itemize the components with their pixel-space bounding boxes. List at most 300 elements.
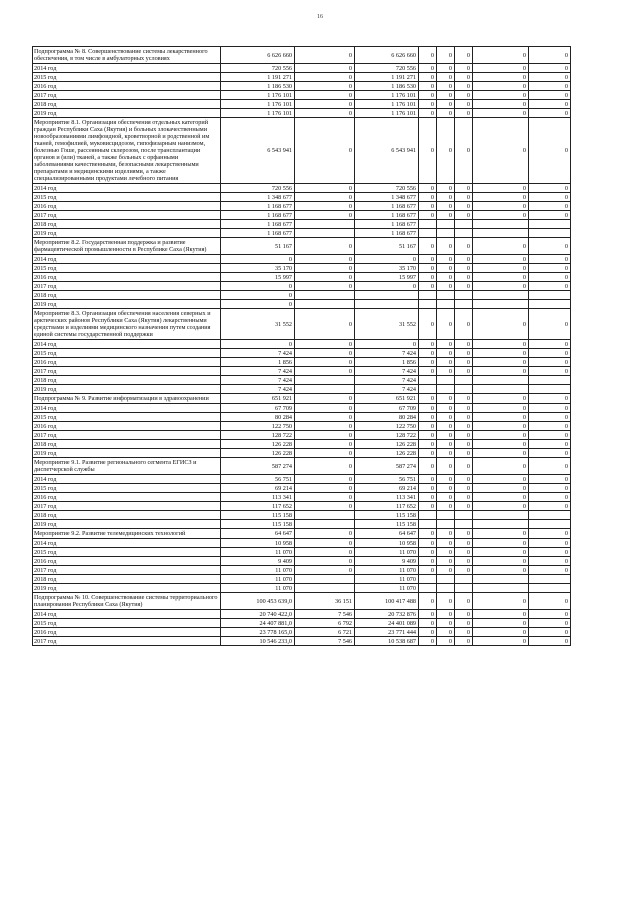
value-cell: 0 [437, 548, 455, 557]
value-cell: 0 [455, 238, 473, 255]
value-cell: 0 [437, 309, 455, 340]
page-number: 16 [317, 14, 323, 20]
row-label: 2018 год [33, 291, 221, 300]
value-cell: 0 [295, 264, 355, 273]
value-cell: 0 [419, 413, 437, 422]
value-cell: 0 [455, 610, 473, 619]
value-cell [455, 229, 473, 238]
value-cell: 31 552 [355, 309, 419, 340]
value-cell: 1 168 677 [355, 202, 419, 211]
value-cell: 0 [455, 118, 473, 184]
row-label: 2015 год [33, 484, 221, 493]
year-row [33, 575, 571, 584]
year-row [33, 282, 571, 291]
year-row [33, 385, 571, 394]
value-cell [455, 385, 473, 394]
value-cell: 0 [529, 529, 571, 539]
program-row [33, 529, 571, 539]
value-cell: 0 [295, 431, 355, 440]
value-cell: 0 [455, 493, 473, 502]
value-cell: 0 [455, 358, 473, 367]
value-cell: 1 176 101 [221, 109, 295, 118]
value-cell: 80 284 [221, 413, 295, 422]
value-cell: 0 [221, 300, 295, 309]
value-cell: 6 626 660 [221, 47, 295, 64]
value-cell: 0 [295, 282, 355, 291]
value-cell: 0 [473, 264, 529, 273]
value-cell: 7 546 [295, 610, 355, 619]
value-cell: 0 [437, 404, 455, 413]
value-cell: 0 [295, 458, 355, 475]
value-cell: 0 [295, 413, 355, 422]
value-cell: 0 [437, 628, 455, 637]
value-cell: 0 [437, 255, 455, 264]
value-cell: 0 [473, 47, 529, 64]
value-cell [437, 520, 455, 529]
value-cell: 7 424 [355, 349, 419, 358]
value-cell [455, 520, 473, 529]
value-cell: 11 070 [221, 575, 295, 584]
value-cell: 0 [473, 64, 529, 73]
year-row [33, 628, 571, 637]
value-cell: 0 [529, 109, 571, 118]
value-cell: 0 [455, 404, 473, 413]
value-cell: 0 [473, 422, 529, 431]
year-row [33, 619, 571, 628]
value-cell: 0 [529, 557, 571, 566]
value-cell: 0 [455, 422, 473, 431]
value-cell: 0 [473, 255, 529, 264]
value-cell: 0 [473, 118, 529, 184]
value-cell: 587 274 [355, 458, 419, 475]
year-row [33, 367, 571, 376]
value-cell: 0 [419, 449, 437, 458]
value-cell: 9 409 [355, 557, 419, 566]
value-cell: 0 [529, 47, 571, 64]
value-cell: 0 [437, 211, 455, 220]
value-cell: 720 556 [355, 64, 419, 73]
value-cell: 69 214 [221, 484, 295, 493]
row-label: 2019 год [33, 520, 221, 529]
value-cell: 0 [295, 202, 355, 211]
value-cell: 0 [437, 91, 455, 100]
value-cell: 0 [529, 449, 571, 458]
value-cell [355, 291, 419, 300]
year-row [33, 440, 571, 449]
value-cell: 0 [437, 619, 455, 628]
value-cell: 1 176 101 [355, 109, 419, 118]
value-cell: 0 [295, 394, 355, 404]
value-cell: 0 [529, 413, 571, 422]
value-cell: 0 [437, 47, 455, 64]
value-cell: 11 070 [221, 584, 295, 593]
value-cell: 0 [419, 566, 437, 575]
value-cell: 0 [295, 273, 355, 282]
value-cell: 80 284 [355, 413, 419, 422]
value-cell: 0 [419, 73, 437, 82]
value-cell: 128 722 [355, 431, 419, 440]
value-cell: 0 [529, 440, 571, 449]
row-label: 2016 год [33, 493, 221, 502]
value-cell: 0 [419, 502, 437, 511]
value-cell: 0 [473, 211, 529, 220]
value-cell: 0 [437, 64, 455, 73]
value-cell: 128 722 [221, 431, 295, 440]
value-cell: 0 [419, 440, 437, 449]
value-cell: 0 [529, 593, 571, 610]
value-cell [419, 575, 437, 584]
row-label: 2016 год [33, 358, 221, 367]
value-cell: 0 [529, 431, 571, 440]
value-cell: 122 750 [221, 422, 295, 431]
value-cell: 0 [419, 539, 437, 548]
value-cell: 0 [529, 100, 571, 109]
value-cell: 0 [437, 238, 455, 255]
value-cell [473, 584, 529, 593]
value-cell: 0 [529, 367, 571, 376]
year-row [33, 493, 571, 502]
value-cell: 0 [529, 340, 571, 349]
value-cell: 0 [455, 431, 473, 440]
value-cell: 7 424 [221, 367, 295, 376]
value-cell: 0 [437, 358, 455, 367]
value-cell: 0 [295, 184, 355, 193]
year-row [33, 548, 571, 557]
value-cell: 20 732 876 [355, 610, 419, 619]
value-cell: 117 652 [355, 502, 419, 511]
value-cell: 0 [455, 502, 473, 511]
value-cell: 56 751 [355, 475, 419, 484]
value-cell: 7 424 [355, 376, 419, 385]
value-cell: 0 [419, 273, 437, 282]
value-cell [437, 376, 455, 385]
year-row [33, 413, 571, 422]
value-cell [419, 220, 437, 229]
value-cell: 0 [473, 529, 529, 539]
row-label: 2015 год [33, 193, 221, 202]
value-cell: 6 792 [295, 619, 355, 628]
value-cell: 0 [529, 282, 571, 291]
year-row [33, 229, 571, 238]
program-row [33, 47, 571, 64]
value-cell: 0 [419, 47, 437, 64]
value-cell [295, 376, 355, 385]
value-cell: 0 [455, 193, 473, 202]
value-cell [455, 376, 473, 385]
value-cell: 0 [437, 367, 455, 376]
row-label: 2018 год [33, 575, 221, 584]
value-cell: 0 [295, 73, 355, 82]
value-cell: 0 [455, 264, 473, 273]
value-cell: 0 [529, 273, 571, 282]
value-cell: 67 709 [355, 404, 419, 413]
value-cell: 0 [473, 502, 529, 511]
value-cell [529, 584, 571, 593]
row-label: 2018 год [33, 220, 221, 229]
year-row [33, 610, 571, 619]
value-cell: 0 [419, 193, 437, 202]
value-cell: 0 [437, 502, 455, 511]
value-cell: 0 [295, 548, 355, 557]
value-cell: 69 214 [355, 484, 419, 493]
value-cell: 0 [455, 458, 473, 475]
value-cell: 1 186 530 [221, 82, 295, 91]
value-cell: 0 [455, 202, 473, 211]
value-cell: 0 [419, 610, 437, 619]
row-label: 2016 год [33, 422, 221, 431]
value-cell: 0 [473, 91, 529, 100]
value-cell: 0 [419, 109, 437, 118]
year-row [33, 502, 571, 511]
value-cell: 0 [419, 367, 437, 376]
value-cell [419, 291, 437, 300]
row-label: 2014 год [33, 539, 221, 548]
value-cell: 0 [419, 202, 437, 211]
value-cell: 1 176 101 [355, 91, 419, 100]
year-row [33, 557, 571, 566]
value-cell: 0 [419, 475, 437, 484]
value-cell: 0 [437, 394, 455, 404]
value-cell: 0 [473, 358, 529, 367]
value-cell: 126 228 [221, 440, 295, 449]
value-cell: 0 [355, 282, 419, 291]
program-row [33, 593, 571, 610]
value-cell: 0 [437, 82, 455, 91]
value-cell: 1 168 677 [221, 229, 295, 238]
value-cell: 1 176 101 [355, 100, 419, 109]
value-cell: 0 [473, 431, 529, 440]
value-cell: 0 [295, 211, 355, 220]
value-cell: 36 151 [295, 593, 355, 610]
value-cell: 6 543 941 [355, 118, 419, 184]
value-cell: 1 176 101 [221, 91, 295, 100]
value-cell: 0 [455, 449, 473, 458]
value-cell: 0 [437, 413, 455, 422]
value-cell: 0 [221, 282, 295, 291]
row-label: 2014 год [33, 64, 221, 73]
value-cell: 0 [295, 309, 355, 340]
value-cell: 0 [455, 109, 473, 118]
value-cell: 0 [295, 440, 355, 449]
value-cell: 0 [455, 548, 473, 557]
value-cell: 0 [295, 529, 355, 539]
value-cell: 24 407 881,0 [221, 619, 295, 628]
value-cell: 0 [529, 628, 571, 637]
value-cell: 1 168 677 [221, 202, 295, 211]
row-label: 2017 год [33, 566, 221, 575]
program-row [33, 118, 571, 184]
value-cell: 35 170 [221, 264, 295, 273]
value-cell: 0 [419, 309, 437, 340]
value-cell: 0 [419, 340, 437, 349]
value-cell: 0 [529, 394, 571, 404]
value-cell: 0 [529, 566, 571, 575]
year-row [33, 449, 571, 458]
value-cell: 0 [419, 349, 437, 358]
value-cell: 0 [295, 118, 355, 184]
value-cell: 720 556 [221, 64, 295, 73]
value-cell: 7 424 [221, 349, 295, 358]
row-label: 2015 год [33, 73, 221, 82]
value-cell: 0 [529, 619, 571, 628]
value-cell: 0 [419, 64, 437, 73]
value-cell: 0 [295, 475, 355, 484]
value-cell: 0 [473, 610, 529, 619]
year-row [33, 264, 571, 273]
row-label: 2014 год [33, 610, 221, 619]
value-cell: 1 176 101 [221, 100, 295, 109]
year-row [33, 300, 571, 309]
value-cell: 0 [437, 475, 455, 484]
value-cell: 0 [419, 82, 437, 91]
value-cell: 0 [295, 358, 355, 367]
row-label: 2016 год [33, 628, 221, 637]
value-cell: 0 [295, 484, 355, 493]
value-cell: 651 921 [221, 394, 295, 404]
value-cell: 0 [295, 109, 355, 118]
value-cell: 7 546 [295, 637, 355, 646]
value-cell: 0 [295, 566, 355, 575]
row-label: 2018 год [33, 440, 221, 449]
value-cell: 0 [419, 255, 437, 264]
row-label: 2016 год [33, 82, 221, 91]
value-cell: 0 [473, 193, 529, 202]
value-cell: 31 552 [221, 309, 295, 340]
value-cell [473, 520, 529, 529]
value-cell: 0 [455, 349, 473, 358]
value-cell [473, 385, 529, 394]
year-row [33, 255, 571, 264]
value-cell: 10 546 233,0 [221, 637, 295, 646]
value-cell: 0 [529, 309, 571, 340]
value-cell: 0 [473, 484, 529, 493]
value-cell: 0 [437, 349, 455, 358]
value-cell: 0 [455, 440, 473, 449]
row-label: Мероприятие 9.2. Развитие телемедицинских технологий [33, 529, 221, 539]
value-cell: 0 [295, 502, 355, 511]
value-cell: 126 228 [221, 449, 295, 458]
value-cell: 0 [437, 73, 455, 82]
value-cell: 0 [437, 566, 455, 575]
value-cell: 0 [473, 539, 529, 548]
value-cell: 0 [455, 475, 473, 484]
value-cell: 23 771 444 [355, 628, 419, 637]
value-cell: 11 070 [221, 566, 295, 575]
value-cell [419, 520, 437, 529]
value-cell: 0 [455, 593, 473, 610]
value-cell: 1 348 677 [355, 193, 419, 202]
value-cell: 0 [295, 493, 355, 502]
value-cell: 0 [295, 367, 355, 376]
row-label: 2016 год [33, 202, 221, 211]
value-cell: 67 709 [221, 404, 295, 413]
value-cell [419, 584, 437, 593]
value-cell: 64 647 [221, 529, 295, 539]
value-cell: 1 856 [221, 358, 295, 367]
value-cell: 0 [529, 349, 571, 358]
value-cell: 0 [419, 394, 437, 404]
value-cell: 0 [455, 484, 473, 493]
value-cell [295, 385, 355, 394]
year-row [33, 475, 571, 484]
value-cell: 11 070 [355, 584, 419, 593]
year-row [33, 184, 571, 193]
year-row [33, 73, 571, 82]
year-row [33, 511, 571, 520]
value-cell: 0 [437, 458, 455, 475]
value-cell [437, 511, 455, 520]
value-cell: 0 [419, 593, 437, 610]
value-cell: 0 [437, 493, 455, 502]
value-cell: 0 [529, 91, 571, 100]
value-cell [437, 229, 455, 238]
value-cell: 0 [529, 484, 571, 493]
value-cell: 720 556 [355, 184, 419, 193]
value-cell: 6 626 660 [355, 47, 419, 64]
value-cell: 0 [529, 610, 571, 619]
row-label: Мероприятие 8.3. Организация обеспечения населения северных и арктических районов Республики Саха (Якутия) лекарственными средствами и изделиями медицинского назначения путем создания единой системы государственной поддержки [33, 309, 221, 340]
row-label: 2019 год [33, 385, 221, 394]
value-cell: 0 [455, 64, 473, 73]
value-cell: 0 [473, 82, 529, 91]
value-cell [295, 520, 355, 529]
year-row [33, 358, 571, 367]
value-cell: 0 [473, 109, 529, 118]
value-cell: 115 158 [355, 511, 419, 520]
value-cell: 0 [529, 73, 571, 82]
value-cell: 0 [295, 349, 355, 358]
value-cell: 0 [419, 211, 437, 220]
value-cell: 651 921 [355, 394, 419, 404]
value-cell [355, 300, 419, 309]
value-cell: 0 [295, 539, 355, 548]
value-cell [419, 385, 437, 394]
year-row [33, 193, 571, 202]
value-cell: 0 [455, 367, 473, 376]
value-cell: 0 [437, 539, 455, 548]
value-cell: 0 [437, 340, 455, 349]
value-cell [455, 511, 473, 520]
value-cell: 0 [473, 238, 529, 255]
row-label: 2018 год [33, 376, 221, 385]
year-row [33, 64, 571, 73]
year-row [33, 484, 571, 493]
year-row [33, 291, 571, 300]
year-row [33, 431, 571, 440]
row-label: 2019 год [33, 109, 221, 118]
value-cell: 0 [529, 193, 571, 202]
value-cell: 113 341 [355, 493, 419, 502]
value-cell: 0 [473, 367, 529, 376]
value-cell: 0 [419, 422, 437, 431]
year-row [33, 82, 571, 91]
value-cell: 1 168 677 [355, 211, 419, 220]
value-cell: 0 [437, 440, 455, 449]
row-label: 2015 год [33, 349, 221, 358]
year-row [33, 539, 571, 548]
value-cell: 0 [437, 100, 455, 109]
row-label: Подпрограмма № 8. Совершенствование системы лекарственного обеспечения, в том числе в амбулаторных условиях [33, 47, 221, 64]
row-label: 2017 год [33, 211, 221, 220]
value-cell: 122 750 [355, 422, 419, 431]
value-cell [419, 376, 437, 385]
value-cell: 0 [455, 73, 473, 82]
value-cell: 0 [355, 255, 419, 264]
budget-table [32, 46, 571, 646]
value-cell: 0 [455, 628, 473, 637]
value-cell: 7 424 [355, 385, 419, 394]
value-cell: 0 [295, 193, 355, 202]
